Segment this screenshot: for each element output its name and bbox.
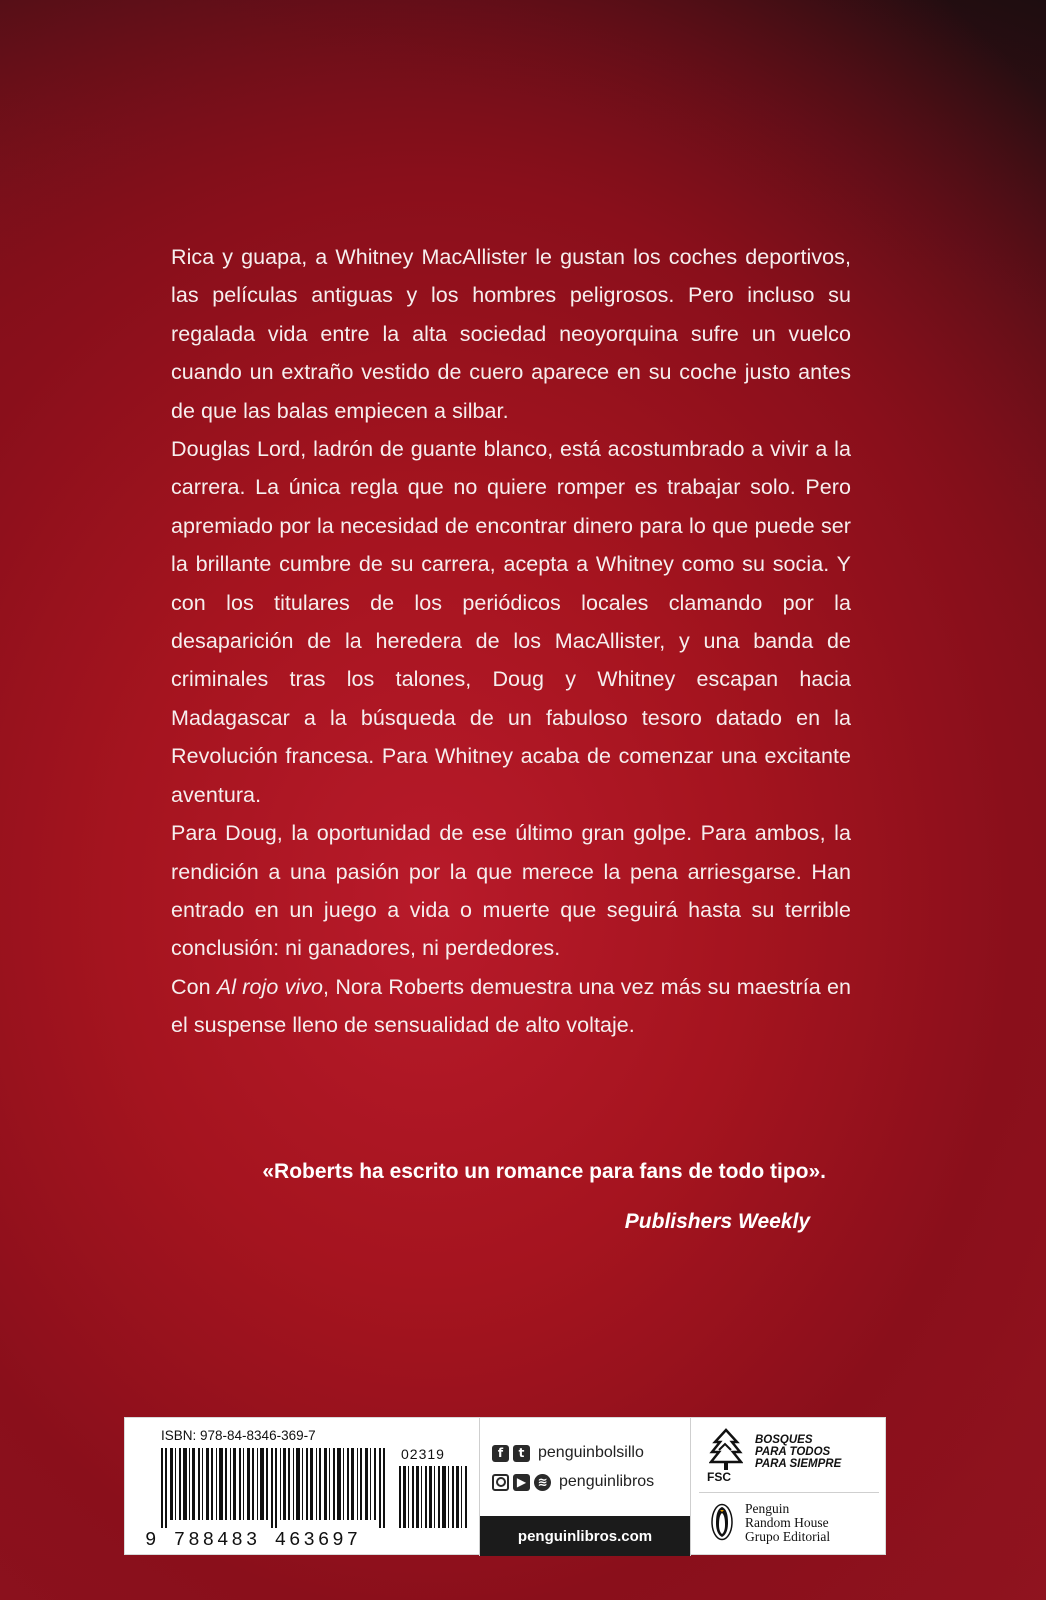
publisher-line: Penguin [745, 1501, 790, 1516]
blurb-paragraph: Douglas Lord, ladrón de guante blanco, está acostumbrado a vivir a la carrera. La única regla que no quiere romper es trabajar solo. Pero apremiado por la necesidad de encontrar dinero para lo que puede ser la brillante cumbre de su carrera, acepta a Whitney como su socia. Y con los titulares de los periódicos locales clamando por la desaparición de la heredera de los MacAllister, y una banda de criminales tras los talones, Doug y Whitney escapan hacia Madagascar a la búsqueda de un fabuloso tesoro datado en la Revolución francesa. Para Whitney acaba de comenzar una excitante aventura. [171, 437, 851, 807]
publisher-line: Random House [745, 1515, 829, 1530]
facebook-icon[interactable]: f [492, 1445, 509, 1462]
closing-suffix: , Nora Roberts demuestra una vez más su maestría en el suspense lleno de sensualidad de alto voltaje. [171, 974, 852, 1038]
barcode-icon [161, 1448, 391, 1528]
barcode-digits: 9 788483 463697 [145, 1529, 362, 1551]
isbn-label: ISBN: 978-84-8346-369-7 [161, 1428, 316, 1443]
twitter-icon[interactable]: t [513, 1445, 530, 1462]
youtube-icon[interactable]: ▶ [513, 1474, 530, 1491]
spotify-icon[interactable]: ≋ [534, 1474, 551, 1491]
review-source: Publishers Weekly [624, 1210, 810, 1233]
penguin-logo-icon [711, 1503, 733, 1541]
social-row-bolsillo [492, 1444, 644, 1462]
fsc-slogan [755, 1434, 841, 1470]
social-row-libros [492, 1473, 654, 1491]
publisher-line: Grupo Editorial [745, 1529, 831, 1544]
review-quote: «Roberts ha escrito un romance para fans de todo tipo». [262, 1160, 826, 1183]
fsc-slogan-line: PARA SIEMPRE [755, 1458, 842, 1470]
fsc-block [693, 1418, 885, 1556]
closing-prefix: Con [171, 974, 217, 999]
blurb-paragraph: Rica y guapa, a Whitney MacAllister le gustan los coches deportivos, las películas antiguas y los hombres peligrosos. Pero incluso su regalada vida entre la alta sociedad neoyorquina sufre un vuelco cuando un extraño vestido de cuero aparece en su coche justo antes de que las balas empiecen a silbar. [171, 245, 851, 423]
fsc-slogan-line: BOSQUES [755, 1434, 813, 1446]
fsc-slogan-line: PARA TODOS [755, 1446, 831, 1458]
divider [699, 1492, 879, 1493]
barcode-addon-icon [399, 1466, 469, 1528]
social-handle[interactable]: penguinlibros [559, 1473, 655, 1490]
publisher-name [745, 1502, 830, 1544]
social-block [479, 1418, 691, 1556]
back-cover-blurb [171, 238, 851, 1045]
fsc-label: FSC [707, 1470, 731, 1484]
website-link[interactable]: penguinlibros.com [480, 1516, 690, 1556]
back-cover-info-panel [124, 1417, 886, 1555]
barcode-addon-number: 02319 [401, 1446, 445, 1462]
social-handle[interactable]: penguinbolsillo [538, 1444, 644, 1461]
fsc-tree-icon [709, 1428, 743, 1474]
book-title: Al rojo vivo [216, 974, 324, 999]
barcode-block [125, 1418, 475, 1556]
blurb-closing [171, 968, 851, 1045]
instagram-icon[interactable] [492, 1474, 509, 1491]
blurb-paragraph: Para Doug, la oportunidad de ese último gran golpe. Para ambos, la rendición a una pasión por la que merece la pena arriesgarse. Han entrado en un juego a vida o muerte que seguirá hasta su terrible conclusión: ni ganadores, ni perdedores. [171, 821, 851, 961]
